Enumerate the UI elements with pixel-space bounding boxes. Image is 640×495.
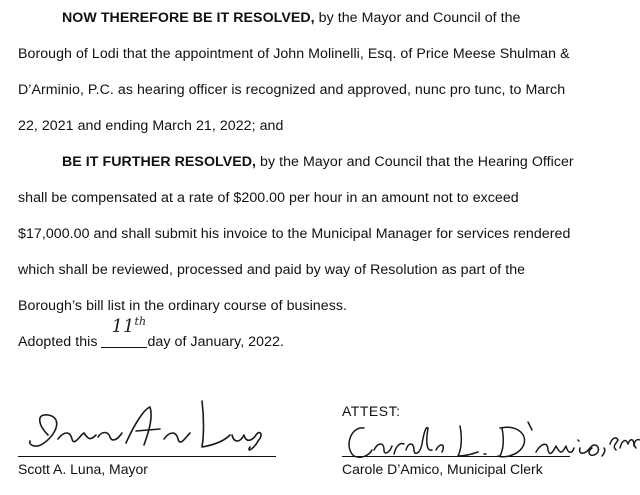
- para1-line4: 22, 2021 and ending March 21, 2022; and: [18, 118, 284, 134]
- clerk-name: Carole D’Amico, Municipal Clerk: [342, 461, 543, 477]
- para2-line1-rest: by the Mayor and Council that the Hearing Officer: [256, 154, 574, 170]
- para2-lead: BE IT FURTHER RESOLVED,: [62, 154, 257, 170]
- para1-line3: D’Arminio, P.C. as hearing officer is recognized and approved, nunc pro tunc, to March: [18, 82, 566, 98]
- adopted-prefix: Adopted this: [18, 334, 98, 350]
- para1-line2: Borough of Lodi that the appointment of John Molinelli, Esq. of Price Meese Shulman &: [18, 46, 570, 62]
- para1-line1-rest: by the Mayor and Council of the: [314, 10, 521, 26]
- handwritten-day: 11th: [111, 315, 147, 337]
- mayor-signature-line: [18, 456, 276, 457]
- para2-line5: Borough’s bill list in the ordinary course of business.: [18, 298, 347, 314]
- clerk-signature: [340, 414, 640, 466]
- adopted-line: [18, 315, 284, 350]
- para2-line3: $17,000.00 and shall submit his invoice to the Municipal Manager for services rendered: [18, 226, 571, 242]
- mayor-signature: [18, 395, 268, 457]
- para2-line4: which shall be reviewed, processed and paid by way of Resolution as part of the: [18, 262, 526, 278]
- adopted-day-blank: [101, 315, 147, 348]
- adopted-suffix: day of January, 2022.: [147, 334, 284, 350]
- para1-line1: [62, 10, 521, 26]
- attest-label: ATTEST:: [342, 403, 401, 419]
- para2-line1: [62, 154, 574, 170]
- para2-line2: shall be compensated at a rate of $200.00 per hour in an amount not to exceed: [18, 190, 519, 206]
- mayor-name: Scott A. Luna, Mayor: [18, 461, 148, 477]
- clerk-signature-line: [342, 456, 570, 457]
- para1-lead: NOW THEREFORE BE IT RESOLVED,: [62, 10, 315, 26]
